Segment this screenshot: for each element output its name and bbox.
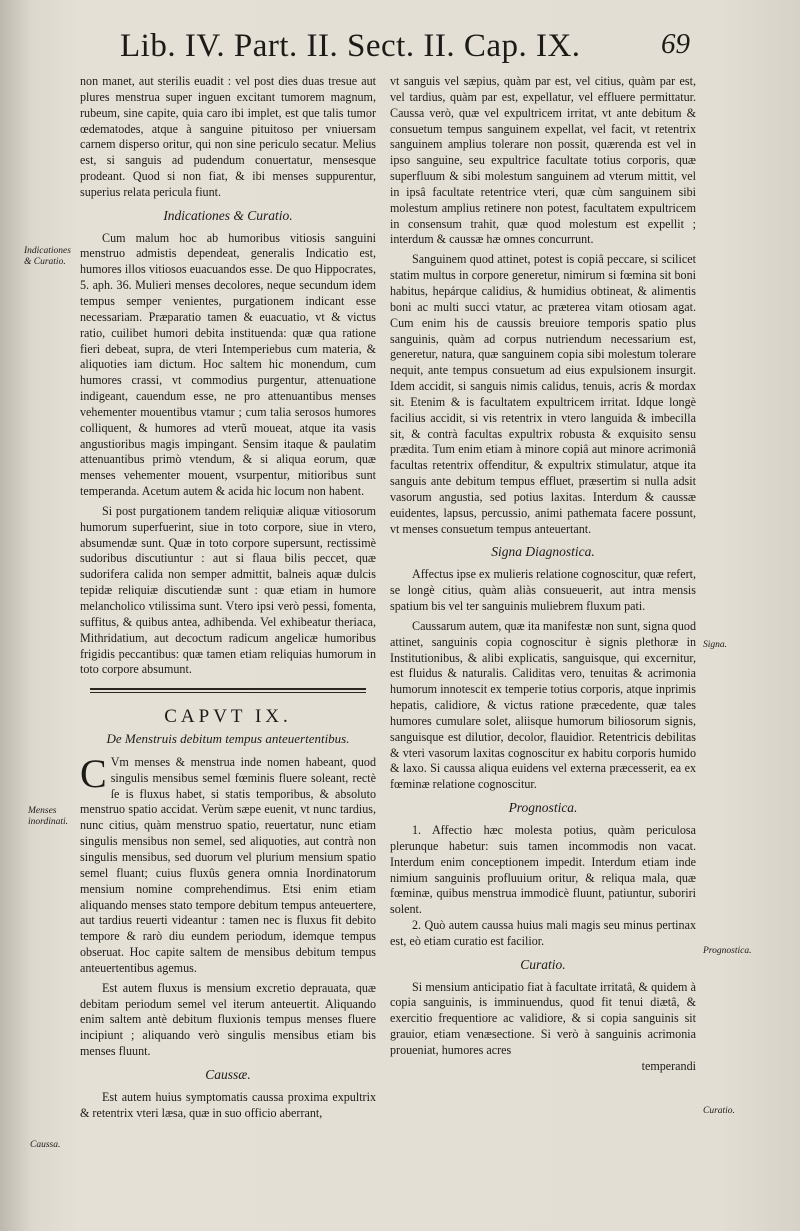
paragraph: Cum malum hoc ab humoribus vitiosis sanguini menstruo admistis dependeat, generalis Indicatio est, humores illos vitiosos euacuandos esse. De quo Hippocrates, 5. aph. 36. Mulieri menses decolores, neque secundum idem tempus semper venientes, purgationem indicant esse necessariam. Præparatio tamen & euacuatio, vt & victus ratio, cuilibet humori debita instituenda: quæ qua ratione fieri debeat, supra, de vteri Intemperiebus cum materia, & aliquoties iam dictum. Hoc saltem hic monendum, cum humores crassi, vt commodius purgentur, attenuatione indigeant, cauendum esse, ne pro attenuantibus menses vehementer mouentibus vtamur ; cum talia serosos humores colliquent, & humores ad vterũ moueat, atque ita vasis angustioribus magis impingant. Sensim itaque & paulatim attenuantibus primò vtendum, & si aliqua eorum, quæ menses vehementer mouent, vsurpentur, mitioribus sunt temperanda. Acetum autem & acida hic locum non habent. <box>80 230 376 499</box>
paragraph: 1. Affectio hæc molesta potius, quàm periculosa plerunque habetur: suis tamen incommodis non vacat. Interdum enim conceptionem impedit. Interdum etiam inde nimium sanguinis profluuium oritur, & reliqua mala, quæ fœminæ, quibus menstrua immodicè fluunt, patiuntur, suboriri solent. <box>390 822 696 917</box>
chapter-divider <box>90 688 366 693</box>
paragraph: Caussarum autem, quæ ita manifestæ non sunt, signa quod attinet, sanguinis copia cognoscitur è signis plethoræ in Institutionibus, & alibi explicatis, sanguisque, qui excernitur, est fluidus & naturalis. Caliditas vero, tenuitas & acrimonia humorum innotescit ex temperie totius corporis, atque inprimis hepatis, calidiore, & victus ratione præcedente, quæ tales humores cumulare solet, aliisque humorum biliosorum signis, sanguisque est dilutior, decolor, flauidior. Retentricis debilitas & vteri vasorum laxitas cognoscitur ex habitu corporis humido & laxo. Si caussa aliqua euidens vel externa præcesserit, ea ex fœminæ relatione cognoscitur. <box>390 618 696 792</box>
margin-note-signa: Signa. <box>703 640 728 650</box>
margin-note-curatio: Curatio. <box>703 1106 735 1116</box>
paragraph: non manet, aut sterilis euadit : vel post dies duas tresue aut plures menstrua super inguen excitant tumorem magnum, rubeum, sine capite, quia caro ibi implet, est que talis tumor œdematodes, atque à sanguine pituitoso per vniuersam carnem disperso oritur, qui non sine periculo secatur. Melius est, si sanguis ad pudendum conuertatur, mensesque prodeant. Quod si non fiat, & ibi menses suppurentur, superius relata pericula fiunt. <box>80 74 376 199</box>
margin-note-prognostica: Prognostica. <box>703 946 752 956</box>
catchword: temperandi <box>641 1058 696 1073</box>
paragraph: Affectus ipse ex mulieris relatione cognoscitur, quæ refert, se longè citius, quàm aliàs consueuerit, aut intra mensis spatium bis vel ter sanguinis muliebrem fluxum pati. <box>390 567 696 613</box>
paragraph-text: Vm menses & menstrua inde nomen habeant, quod singulis mensibus semel fœminis fluere soleant, rectè ſe is fluxus habet, si statis temporibus, & absoluto menstruo spatio accidat. Verùm sæpe euenit, vt nunc tardius, nunc citius, quàm menstruo spatio, reuertatur, nunc etiam singulis mensibus non semel, sed aliquoties, aut contrà non singulis mensibus, sed duorum vel plurium mensium spatio semel fluant; cuius fluxûs genera omnia Inordinatorum mensium nomine comprehendimus. Etsi enim etiam aliquando menses stato tempore debitum tempus anteuertere, aut tardius reuerti videantur : tamen nec is fluxus fit debito tempore & rarò diu eundem periodum, idemque tempus obseruat. Hoc capite saltem de mensibus debitum tempus anteuertentibus agemus. <box>80 754 376 975</box>
right-column <box>390 74 696 1075</box>
paragraph: Est autem huius symptomatis caussa proxima expultrix & retentrix vteri læsa, quæ in suo officio aberrant, <box>80 1089 376 1120</box>
paragraph: vt sanguis vel sæpius, quàm par est, vel citius, quàm par est, vel tardius, quàm par est, expellatur, vel effluere permittatur. Caussa verò, quæ vel expultricem irritat, vt ante debitum & consuetum tempus sanguinem expellat, vel facit, vt retentrix sanguinem amplius tolerare non possit, quærenda est vel in ipso sanguine, seu expultrice facultate totius corporis, quæ superfluum & sibi molestum sanguinem ad vterum mittit, vel in ipsâ facultate retentrice vteri, quæ cùm sanguinem sibi molestum amplius retinere non potest, facultatem expultricem in consensum trahit, quæ quod molestum est expellit ; interdum & caussæ hæ omnes concurrunt. <box>390 74 696 247</box>
chapter-subtitle: De Menstruis debitum tempus anteuertentibus. <box>106 731 350 747</box>
running-header <box>120 28 690 72</box>
paragraph: 2. Quò autem caussa huius mali magis seu minus pertinax est, eò etiam curatio est facilior. <box>390 918 696 948</box>
margin-note-caussa: Caussa. <box>30 1140 61 1150</box>
section-heading: Prognostica. <box>508 800 578 816</box>
paragraph: Sanguinem quod attinet, potest is copiâ peccare, si scilicet statim multus in corpore generetur, nimirum si fœmina sit boni habitus, hepárque calidius, & humidius obtineat, & alimentis boni ac multi succi vtatur, ac præterea vitam otiosam agat. Cum enim his de caussis breuiore temporis spatio plus sanguinis, quàm ad corpus nutriendum necessarium est, generetur, natura, quæ sanguinem copia sibi molestum tolerare nequit, ante tempus consuetum ad eius expulsionem insurgit. Idem accidit, si sanguis nimis calidus, tenuis, acris & mordax sit. Etenim & is facultatem expultricem irritat. Idque longè facilius accidit, si vis retentrix in vtero languida & imbecilla sit, & contrà facultas expultrix robusta & exquisito sensu prædita. Tum enim etiam à minore copiâ aut minore acrimoniâ facultas retentrix offenditur, & expultrix stimulatur, atque ita sanguis ante debitum tempus effluet, præsertim si nulla adsit vasorum angustia, sed potius laxitas. Interdum & caussæ euidentes, lapsus, percussio, animi pathemata facere possunt, vt menses consuetum tempus anteuertant. <box>390 252 696 536</box>
paragraph-with-dropcap <box>80 750 376 977</box>
section-heading: Curatio. <box>520 956 566 972</box>
left-column <box>80 74 376 1121</box>
page-number: 69 <box>661 28 690 60</box>
paragraph: Si post purgationem tandem reliquiæ aliquæ vitiosorum humorum superfuerint, siue in toto corpore, siue in vtero, absumendæ sunt. Quæ in toto corpore supersunt, rectissimè sudoribus discutiuntur : aut si flaua bilis peccet, quæ sudorifera calida non semper admittit, balneis aquæ dulcis tepidæ reliquiæ discutiendæ sunt : quæ etiam in humore melancholico vtilissima sunt. Vtero ipsi verò pessi, fomenta, suffitus, & quibus antea, adhibenda. Vel exhibeatur theriaca, Mithridatium, aut decoctum radicum angelicæ humoribus frigidis peccantibus: quæ tamen etiam reliquias humorum in toto corpore absumunt. <box>80 503 376 677</box>
chapter-title: CAPVT IX. <box>164 706 292 728</box>
section-heading: Caussæ. <box>205 1066 251 1082</box>
margin-note-menses: Menses inordinati. <box>28 806 69 827</box>
running-title: Lib. IV. Part. II. Sect. II. Cap. IX. <box>120 28 581 64</box>
paragraph: Est autem fluxus is mensium excretio deprauata, quæ debitam periodum semel vel iterum anteuertit. Aliquando enim saltem antè debitum fluxionis tempus menses fluere incipiunt ; aliquando verò singulis mensibus etiam bis menses fluunt. <box>80 980 376 1059</box>
section-heading: Signa Diagnostica. <box>491 544 595 560</box>
drop-cap: C <box>80 750 107 796</box>
section-heading: Indicationes & Curatio. <box>163 207 293 223</box>
paragraph: Si mensium anticipatio fiat à facultate irritatâ, & quidem à copia sanguinis, is imminuendus, quod fit tenui diætâ, & exercitio frequentiore ac validiore, & si copia sanguinis sit grauior, etiam venæsectione. Si verò à sanguinis acrimonia proueniat, humores acres <box>390 979 696 1057</box>
margin-note-indicationes: Indicationes & Curatio. <box>24 246 71 267</box>
